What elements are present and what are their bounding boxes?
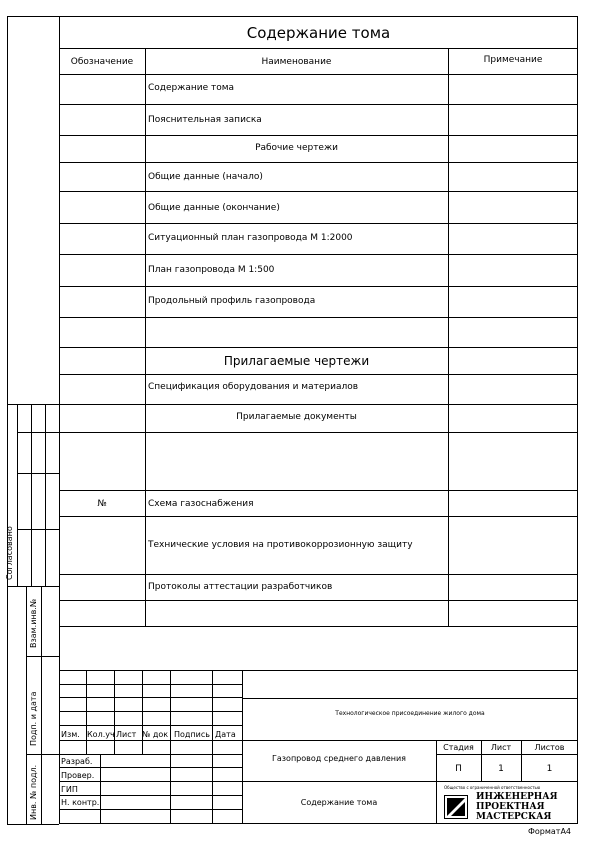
margin-line [7,16,8,824]
grid-line [59,767,242,768]
grid-line [59,781,242,782]
col-note: Примечание [483,55,543,65]
grid-line [59,135,578,136]
row-designation: № [97,499,107,509]
row-name: Ситуационный план газопровода М 1:2000 [148,233,353,243]
stamp-stage-label: Стадия [443,743,474,752]
row-name: Общие данные (окончание) [148,203,280,213]
grid-line [242,698,578,699]
company-small: Общество с ограниченной ответственностью [444,785,541,790]
inv-no-label: Инв. № подл. [29,764,38,820]
grid-line [436,754,578,755]
stamp-stage-value: П [455,764,462,774]
grid-line [242,740,578,741]
grid-line [59,374,578,375]
grid-line [59,74,578,75]
grid-line [59,191,578,192]
grid-line [59,754,242,755]
format-label: ФорматА4 [528,827,572,836]
company-line: МАСТЕРСКАЯ [476,812,552,822]
stamp-header-date: Дата [215,730,236,739]
margin-line [26,586,27,824]
grid-line [170,754,171,824]
grid-line [59,795,242,796]
margin-line [7,824,59,825]
company-line: ПРОЕКТНАЯ [476,802,545,812]
company-line: ИНЖЕНЕРНАЯ [476,792,558,802]
row-name: Рабочие чертежи [255,143,338,153]
grid-line [86,670,87,754]
col-name: Наименование [261,57,332,67]
margin-line [17,529,59,530]
grid-line [448,48,449,626]
row-name: Схема газоснабжения [148,499,254,509]
margin-line [17,432,59,433]
margin-line [7,586,59,587]
page-title: Содержание тома [246,24,391,42]
grid-line [142,670,143,754]
grid-line [145,48,146,626]
stamp-sheet-value: 1 [498,764,504,774]
margin-line [41,586,42,824]
grid-line [59,809,242,810]
agreed-label: Согласовано [5,526,14,580]
grid-line [59,104,578,105]
stamp-sheets-label: Листов [534,743,565,752]
stamp-sheet-label: Лист [490,743,512,752]
grid-line [170,670,171,754]
grid-line [59,223,578,224]
row-name: План газопровода М 1:500 [148,265,275,275]
stamp-header-izm: Изм. [61,730,80,739]
grid-line [59,286,578,287]
stamp-sheet-name: Содержание тома [300,798,378,807]
stamp-object: Газопровод среднего давления [272,754,406,763]
margin-line [26,754,59,755]
row-name: Пояснительная записка [148,115,262,125]
margin-line [7,404,59,405]
grid-line [59,404,578,405]
grid-line [59,600,578,601]
grid-line [59,670,578,671]
row-name: Протоколы аттестации разработчиков [148,582,333,592]
margin-line [7,16,59,17]
row-name: Технические условия на противокоррозионную защиту [148,540,413,550]
grid-line [59,317,578,318]
stamp-project-title: Технологическое присоединение жилого дома [335,710,485,717]
grid-line [100,754,101,824]
row-name: Содержание тома [148,83,235,93]
grid-line [59,490,578,491]
sign-date-label: Подп. и дата [29,691,38,746]
stamp-header-doc: № док [142,730,169,739]
grid-line [242,781,578,782]
grid-line [59,254,578,255]
grid-line [59,432,578,433]
stamp-sheets-value: 1 [546,764,553,774]
grid-line [59,626,578,627]
row-name: Прилагаемые документы [236,412,357,422]
stamp-header-kol: Кол.уч [87,730,115,739]
company-logo-icon [444,795,468,819]
stamp-header-list: Лист [116,730,137,739]
grid-line [114,670,115,754]
row-name: Прилагаемые чертежи [223,354,370,368]
grid-line [59,162,578,163]
grid-line [212,670,213,754]
grid-line [59,516,578,517]
margin-line [26,656,59,657]
stamp-role: Н. контр. [61,798,100,807]
stamp-role: ГИП [61,785,78,794]
grid-line [59,574,578,575]
row-name: Общие данные (начало) [148,172,263,182]
row-name: Продольный профиль газопровода [148,296,316,306]
grid-line [59,48,578,49]
margin-line [17,473,59,474]
row-name: Спецификация оборудования и материалов [148,382,359,392]
grid-line [212,754,213,824]
col-designation: Обозначение [70,57,134,67]
stamp-role: Провер. [61,771,95,780]
grid-line [59,347,578,348]
company-logo-shape [445,796,467,818]
replaces-label: Взам.инв.№ [29,598,38,648]
stamp-role: Разраб. [61,757,93,766]
stamp-header-sign: Подпись [174,730,210,739]
